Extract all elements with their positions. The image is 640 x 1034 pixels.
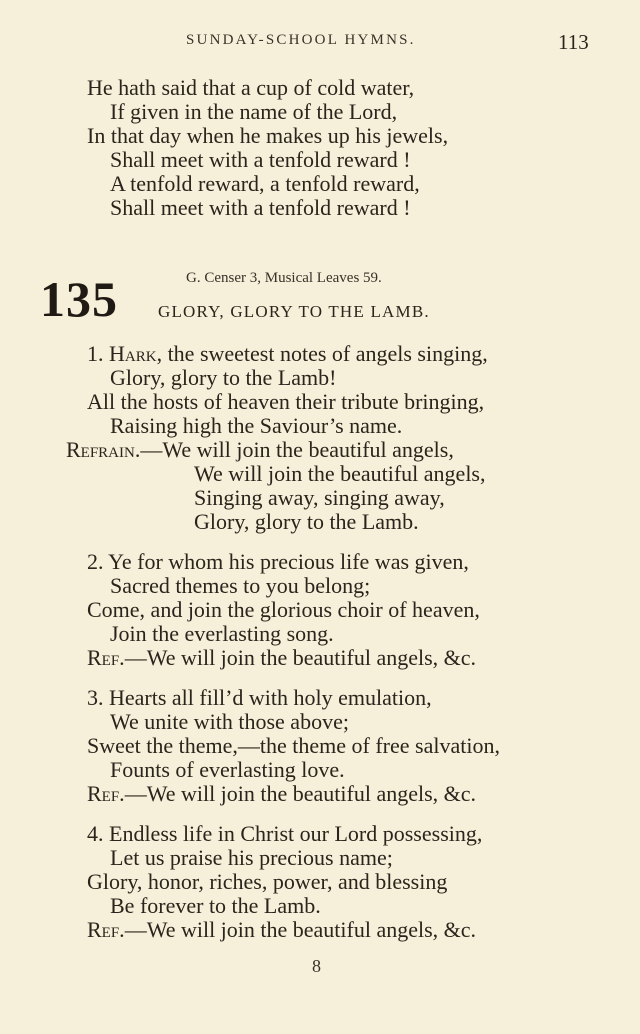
refrain-text: —We will join the beautiful angels,: [140, 437, 454, 462]
verse-2-line-2: Sacred themes to you belong;: [110, 573, 371, 598]
ref-text: —We will join the beautiful angels, &c.: [124, 781, 477, 806]
page-header: [0, 30, 640, 56]
verse-3-line-1: 3. Hearts all fill’d with holy emulation,: [87, 685, 432, 710]
verse-first-word: Hark: [109, 341, 157, 366]
verse-4-line-1: 4. Endless life in Christ our Lord possessing,: [87, 821, 483, 846]
ref-label: Ref.: [87, 781, 125, 806]
ref-line: [87, 782, 476, 806]
ref-text: —We will join the beautiful angels, &c.: [124, 917, 477, 942]
verse-1-line-2: Glory, glory to the Lamb!: [110, 365, 337, 390]
hymn-number: 135: [40, 271, 118, 327]
verse-line-text: , the sweetest notes of angels singing,: [156, 341, 488, 366]
previous-hymn-line: If given in the name of the Lord,: [110, 99, 398, 124]
hymn-title: GLORY, GLORY TO THE LAMB.: [158, 302, 430, 321]
verse-4-line-3: Glory, honor, riches, power, and blessing: [87, 869, 448, 894]
refrain-label: Refrain.: [66, 437, 141, 462]
refrain-line-4: Glory, glory to the Lamb.: [194, 509, 419, 534]
ref-line: [87, 918, 476, 942]
previous-hymn-line: In that day when he makes up his jewels,: [87, 123, 449, 148]
verse-1-line-1: [87, 342, 488, 366]
verse-2-line-3: Come, and join the glorious choir of heaven,: [87, 597, 480, 622]
ref-label: Ref.: [87, 645, 125, 670]
previous-hymn-line: A tenfold reward, a tenfold reward,: [110, 171, 420, 196]
refrain-line-3: Singing away, singing away,: [194, 485, 445, 510]
refrain-line-1: [66, 438, 454, 462]
verse-number: 1.: [87, 341, 109, 366]
ref-label: Ref.: [87, 917, 125, 942]
page-number: 113: [558, 30, 589, 54]
running-title: SUNDAY-SCHOOL HYMNS.: [186, 32, 416, 48]
ref-text: —We will join the beautiful angels, &c.: [124, 645, 477, 670]
verse-4-line-2: Let us praise his precious name;: [110, 845, 393, 870]
verse-2-line-4: Join the everlasting song.: [110, 621, 334, 646]
signature-mark: 8: [312, 956, 321, 976]
verse-1-line-4: Raising high the Saviour’s name.: [110, 413, 403, 438]
verse-2-line-1: 2. Ye for whom his precious life was given,: [87, 549, 469, 574]
verse-3-line-4: Founts of everlasting love.: [110, 757, 345, 782]
previous-hymn-line: He hath said that a cup of cold water,: [87, 75, 415, 100]
ref-line: [87, 646, 476, 670]
verse-4-line-4: Be forever to the Lamb.: [110, 893, 321, 918]
tune-reference: G. Censer 3, Musical Leaves 59.: [186, 270, 382, 286]
verse-1-line-3: All the hosts of heaven their tribute bringing,: [87, 389, 485, 414]
refrain-line-2: We will join the beautiful angels,: [194, 461, 486, 486]
verse-3-line-2: We unite with those above;: [110, 709, 349, 734]
previous-hymn-line: Shall meet with a tenfold reward !: [110, 147, 411, 172]
previous-hymn-line: Shall meet with a tenfold reward !: [110, 195, 411, 220]
verse-3-line-3: Sweet the theme,—the theme of free salvation,: [87, 733, 500, 758]
